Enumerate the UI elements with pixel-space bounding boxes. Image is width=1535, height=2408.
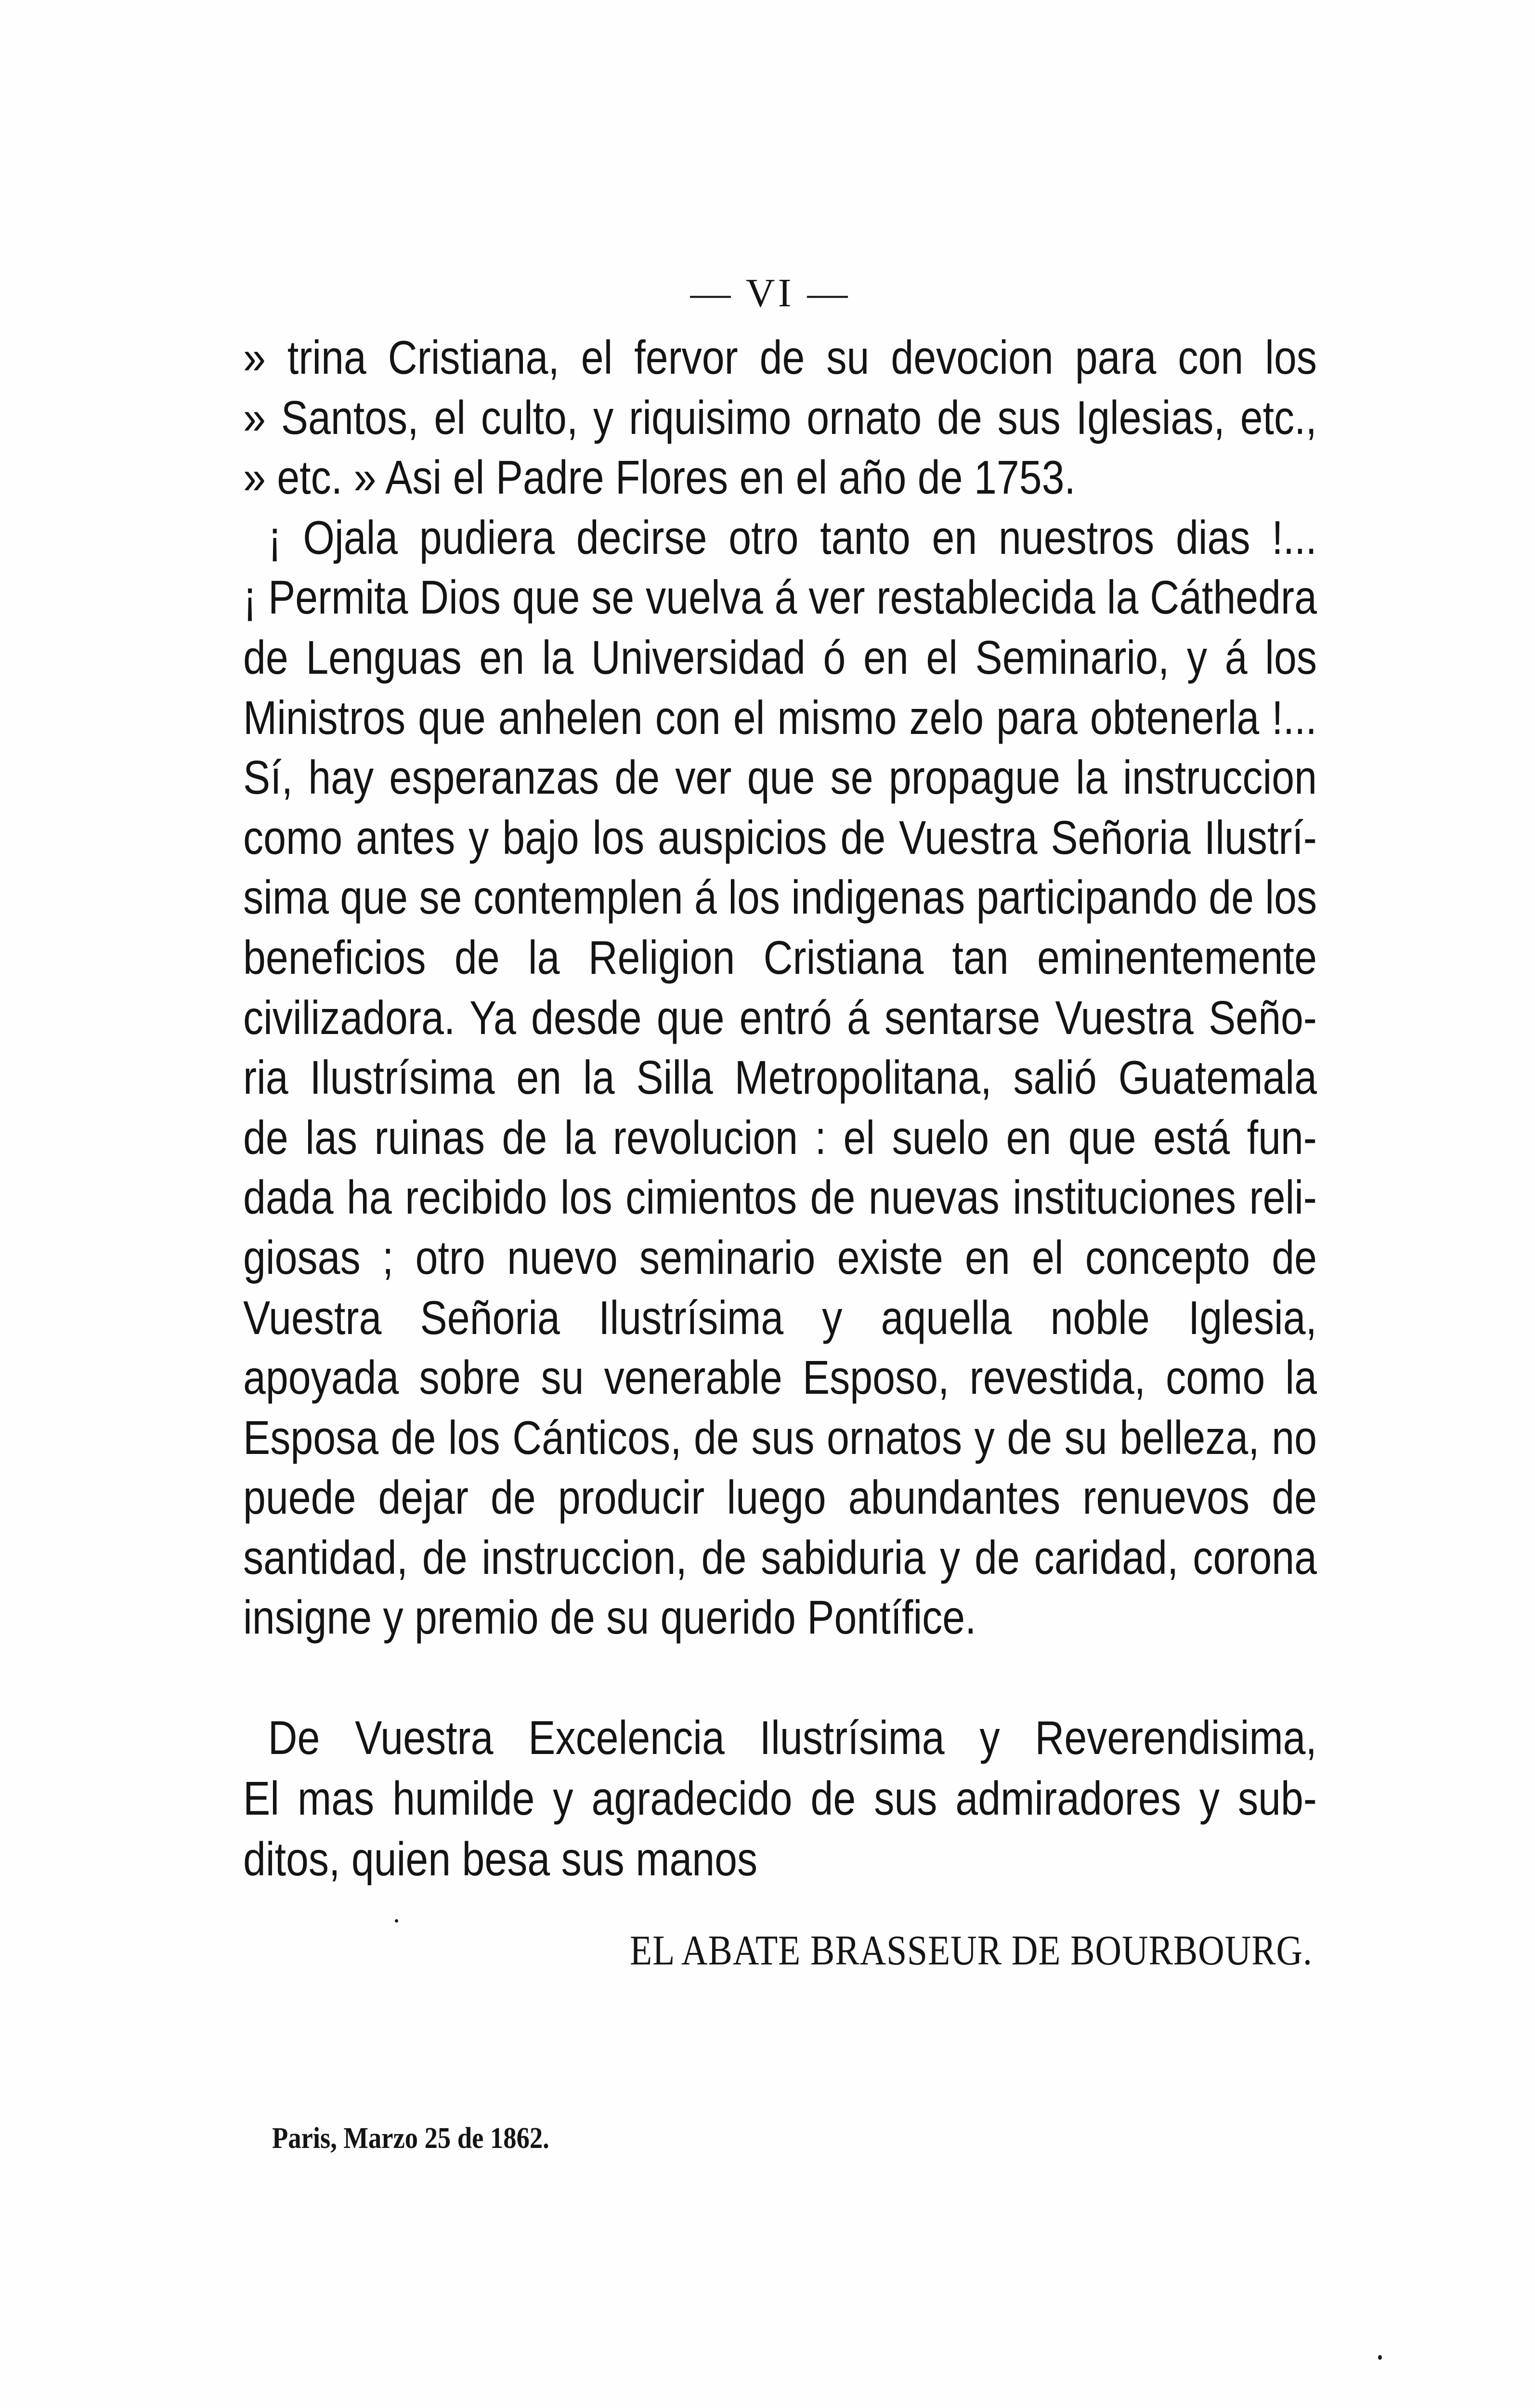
author-signature: EL ABATE BRASSEUR DE BOURBOURG.: [630, 1927, 1313, 1974]
text-line: apoyada sobre su venerable Esposo, revestida, como la: [243, 1351, 1317, 1404]
text-line: giosas ; otro nuevo seminario existe en el concepto de: [243, 1230, 1317, 1284]
text-line: santidad, de instruccion, de sabiduria y de caridad, corona: [243, 1531, 1317, 1584]
text-line: Ministros que anhelen con el mismo zelo para obtenerla !...: [243, 691, 1317, 744]
place-and-date: Paris, Marzo 25 de 1862.: [272, 2122, 549, 2155]
text-line: de Lenguas en la Universidad ó en el Seminario, y á los: [243, 630, 1317, 684]
text-line: puede dejar de producir luego abundantes renuevos de: [243, 1471, 1317, 1524]
text-line: » trina Cristiana, el fervor de su devocion para con los: [243, 331, 1317, 384]
text-line: Sí, hay esperanzas de ver que se propague la instruccion: [243, 751, 1317, 804]
text-line: El mas humilde y agradecido de sus admiradores y sub-: [243, 1772, 1317, 1825]
text-line: Vuestra Señoria Ilustrísima y aquella noble Iglesia,: [243, 1291, 1317, 1344]
text-line: » etc. » Asi el Padre Flores en el año de 1753.: [243, 451, 1076, 504]
text-line: civilizadora. Ya desde que entró á sentarse Vuestra Seño-: [243, 991, 1317, 1044]
text-line: » Santos, el culto, y riquisimo ornato de sus Iglesias, etc.,: [243, 391, 1317, 444]
body-paragraph: [243, 327, 1317, 1648]
text-line: beneficios de la Religion Cristiana tan eminentemente: [243, 930, 1317, 984]
ink-speck: [1378, 2355, 1382, 2360]
text-line: De Vuestra Excelencia Ilustrísima y Reverendisima,: [268, 1711, 1317, 1764]
text-line: como antes y bajo los auspicios de Vuestra Señoria Ilustrí-: [243, 811, 1317, 864]
text-line: ¡ Permita Dios que se vuelva á ver restablecida la Cáthedra: [243, 571, 1317, 624]
text-line: Esposa de los Cánticos, de sus ornatos y de su belleza, no: [243, 1411, 1317, 1464]
ink-speck: [395, 1919, 398, 1923]
page-number: — VI —: [690, 271, 851, 315]
text-line: ¡ Ojala pudiera decirse otro tanto en nuestros dias !...: [268, 510, 1317, 564]
text-line: de las ruinas de la revolucion : el suelo en que está fun-: [243, 1111, 1317, 1164]
text-line: ditos, quien besa sus manos: [243, 1832, 758, 1885]
text-line: dada ha recibido los cimientos de nuevas instituciones reli-: [243, 1171, 1317, 1224]
text-line: ria Ilustrísima en la Silla Metropolitana, salió Guatemala: [243, 1051, 1317, 1104]
closing-salutation: [243, 1707, 1317, 1889]
text-line: insigne y premio de su querido Pontífice.: [243, 1591, 976, 1644]
text-line: sima que se contemplen á los indigenas participando de los: [243, 871, 1317, 924]
